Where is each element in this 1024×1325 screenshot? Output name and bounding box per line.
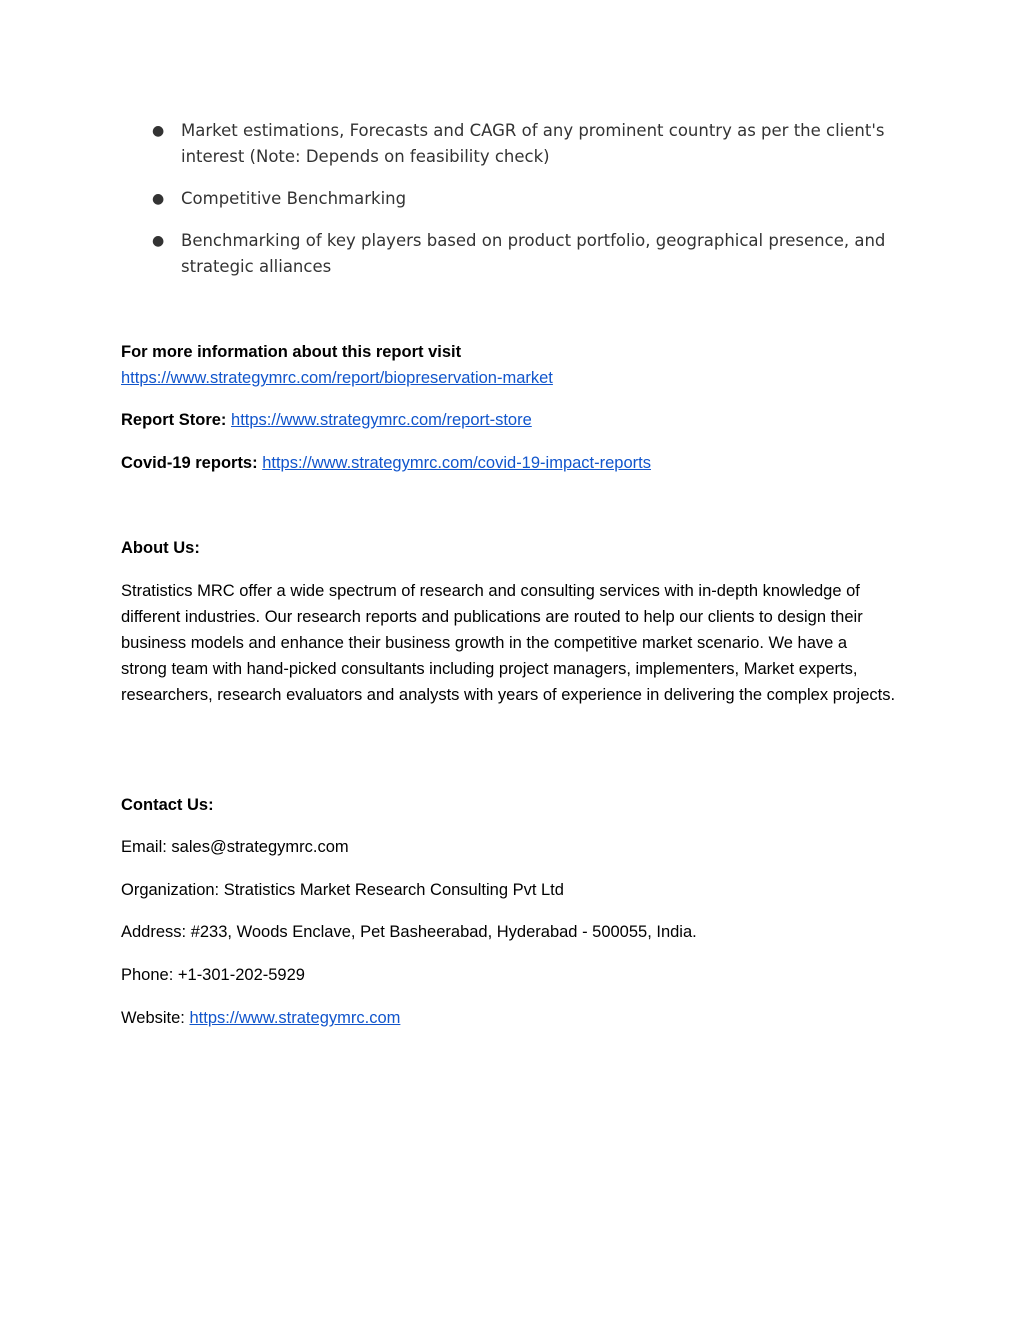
report-store-line: [121, 407, 911, 433]
list-item: [121, 186, 901, 212]
bullet-dot-icon: ●: [152, 191, 165, 207]
more-info-label: For more information about this report visit: [121, 343, 462, 361]
contact-website-line: [121, 1005, 911, 1031]
list-item: [121, 118, 901, 170]
contact-heading: Contact Us:: [121, 796, 214, 814]
list-item: [121, 228, 901, 280]
contact-phone: Phone: +1-301-202-5929: [121, 966, 305, 984]
about-heading: About Us:: [121, 539, 200, 557]
bullet-text: Competitive Benchmarking: [181, 189, 407, 208]
more-info-block: [121, 339, 911, 391]
website-label: Website:: [121, 1009, 185, 1027]
contact-organization: Organization: Stratistics Market Research Consulting Pvt Ltd: [121, 881, 564, 899]
contact-address: Address: #233, Woods Enclave, Pet Basheerabad, Hyderabad - 500055, India.: [121, 923, 697, 941]
covid-reports-label: Covid-19 reports:: [121, 454, 258, 472]
bullet-dot-icon: ●: [152, 233, 165, 249]
website-link[interactable]: https://www.strategymrc.com: [189, 1009, 401, 1027]
covid-reports-link[interactable]: https://www.strategymrc.com/covid-19-impact-reports: [262, 454, 651, 472]
bullet-text: Benchmarking of key players based on product portfolio, geographical presence, and strategic alliances: [181, 231, 886, 276]
bullet-text: Market estimations, Forecasts and CAGR of any prominent country as per the client's interest (Note: Depends on feasibility check): [181, 121, 885, 166]
contact-email: Email: sales@strategymrc.com: [121, 838, 349, 856]
report-store-link[interactable]: https://www.strategymrc.com/report-store: [231, 411, 532, 429]
bullet-list: [121, 118, 901, 296]
about-body: Stratistics MRC offer a wide spectrum of research and consulting services with in-depth knowledge of different industries. Our research reports and publications are routed to help our clients to design their business models and enhance their business growth in the competitive market scenario. We have a strong team with hand-picked consultants including project managers, implementers, Market experts, researchers, research evaluators and analysts with years of experience in delivering the complex projects.: [121, 582, 896, 704]
bullet-dot-icon: ●: [152, 123, 165, 139]
report-store-label: Report Store:: [121, 411, 227, 429]
report-link[interactable]: https://www.strategymrc.com/report/biopreservation-market: [121, 369, 553, 387]
covid-reports-line: [121, 450, 911, 476]
